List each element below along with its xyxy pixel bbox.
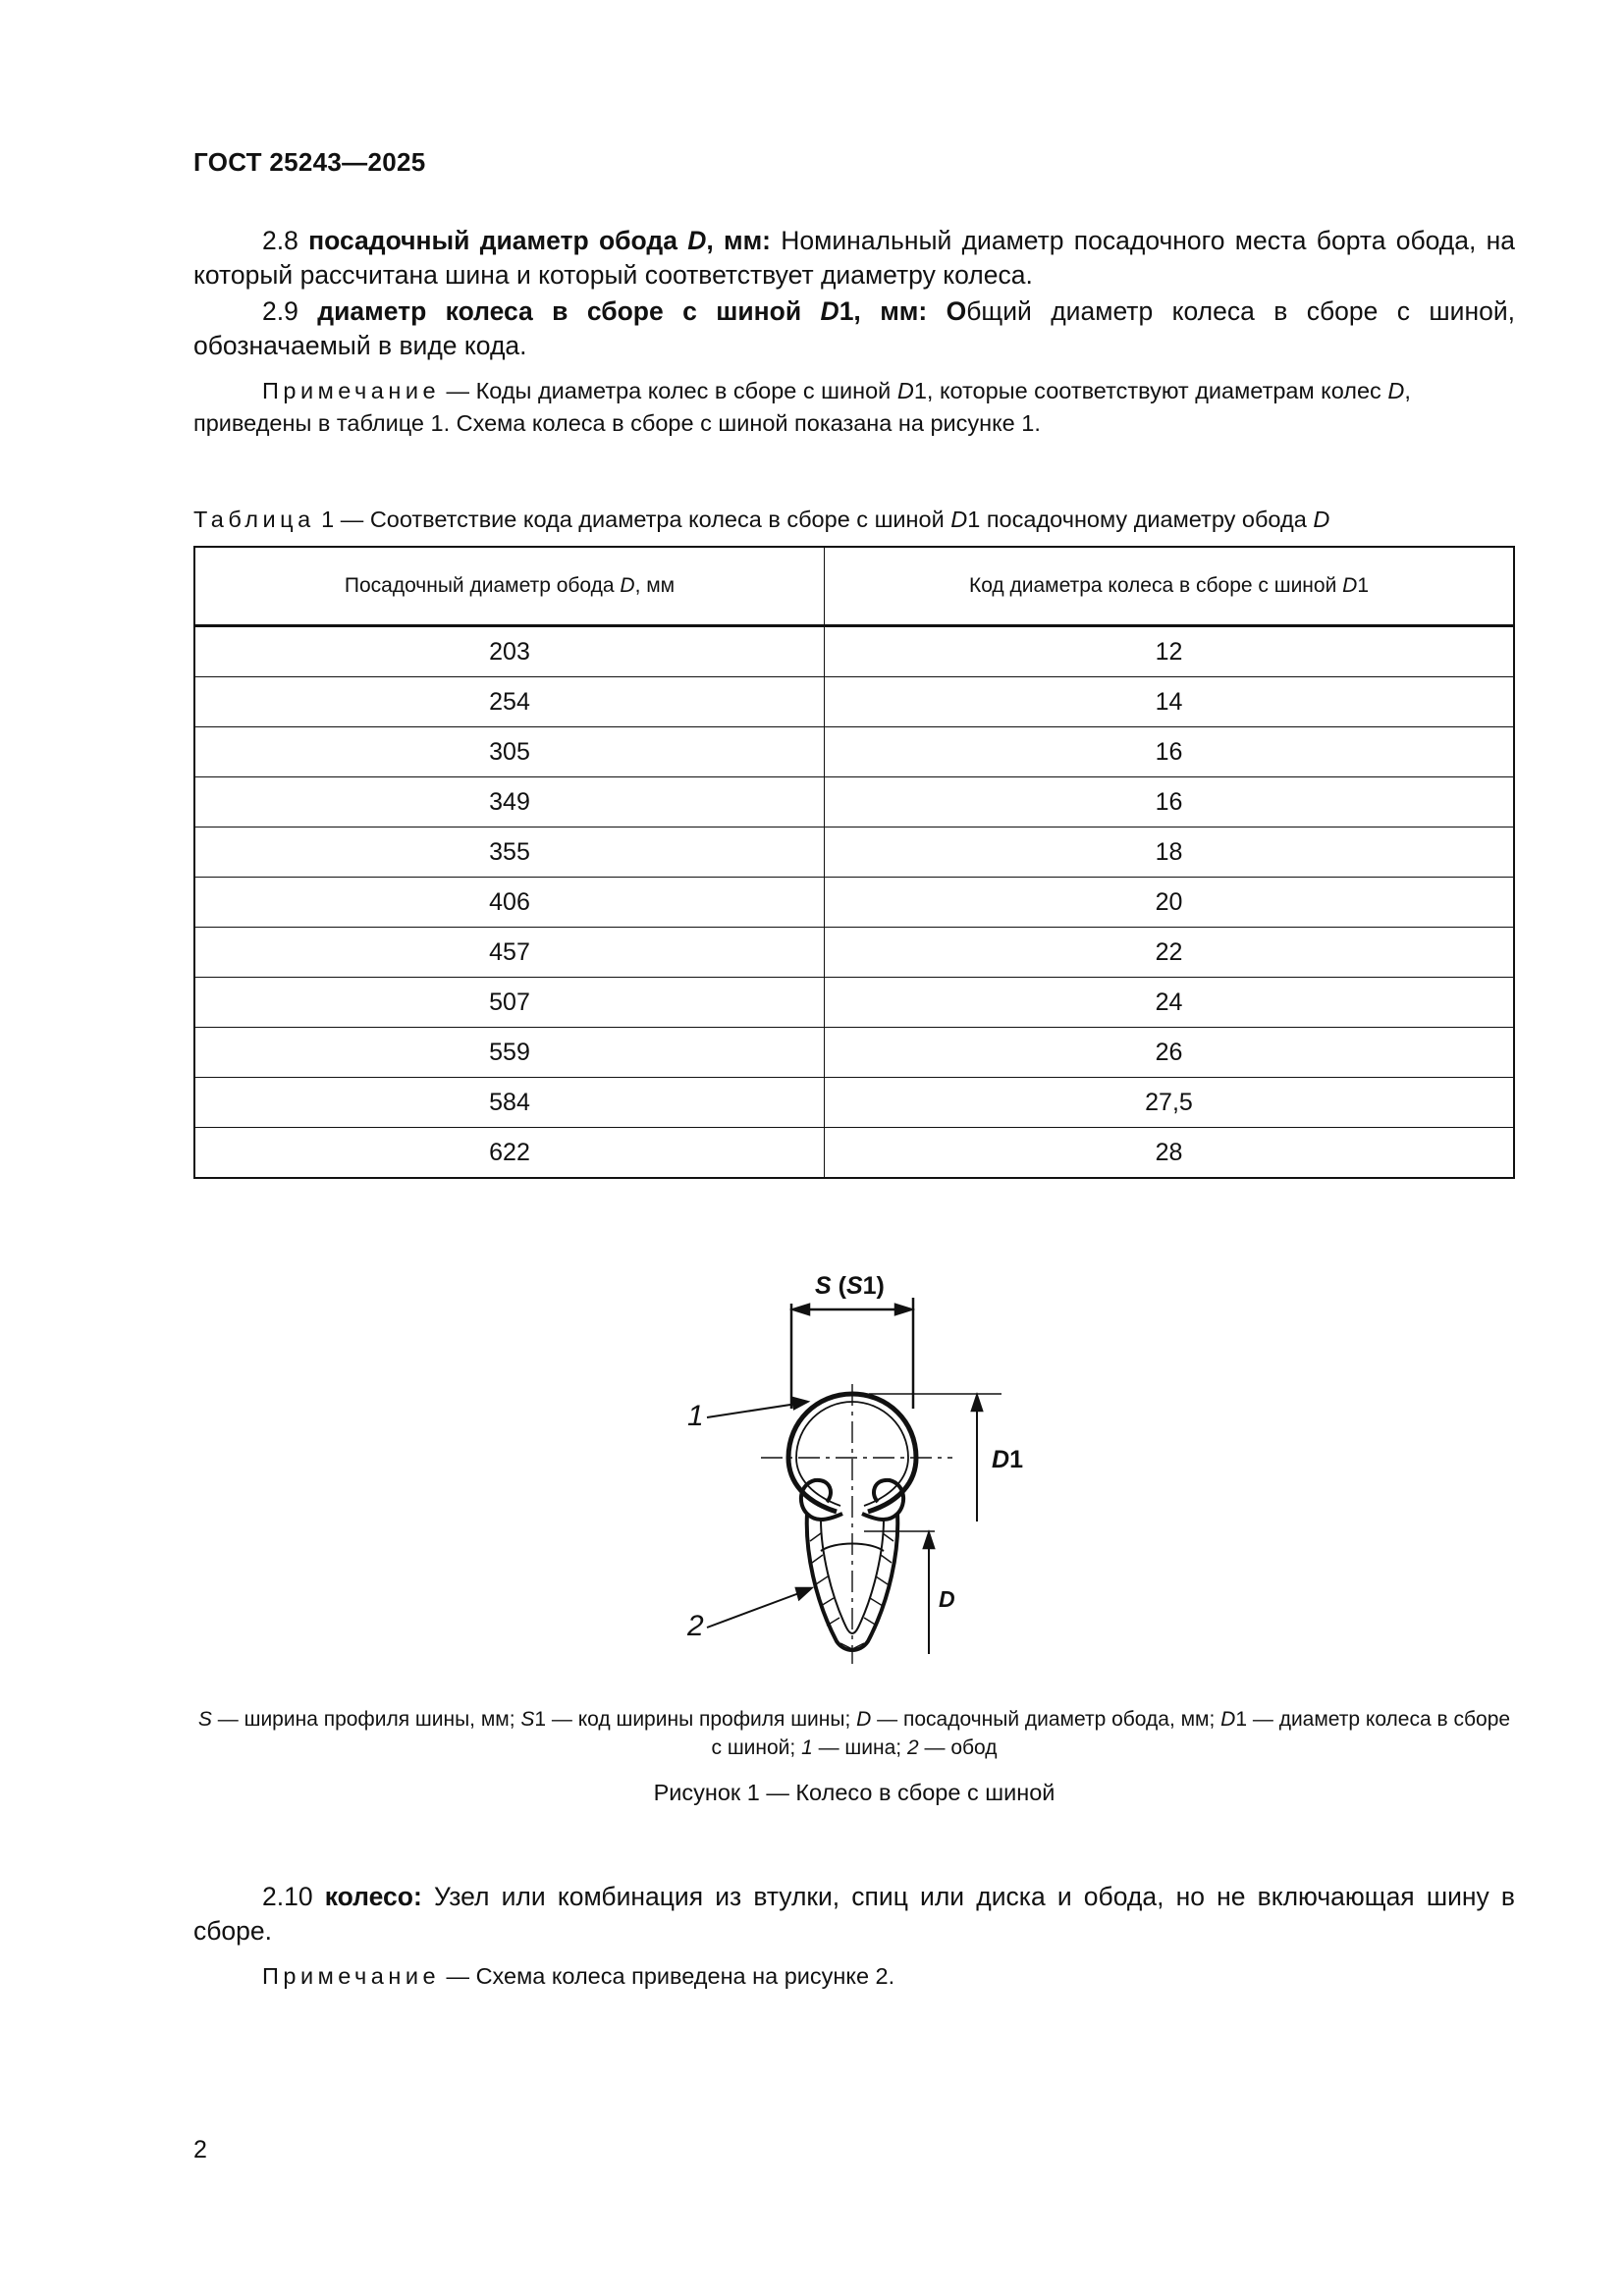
wheel-code-cell: 20	[825, 878, 1515, 928]
table-row	[194, 978, 1514, 1028]
wheel-code-cell: 24	[825, 978, 1515, 1028]
rim-diameter-cell: 305	[194, 727, 825, 777]
arrow-left	[793, 1305, 809, 1314]
callout-1-leader	[707, 1403, 803, 1417]
header-rim-diameter: Посадочный диаметр обода D, мм	[194, 547, 825, 626]
definition: Номинальный диаметр посадочного места борта обода, на который рассчитана шина и который соответствует диаметру колеса.	[193, 226, 1516, 290]
note-2: Примечание — Схема колеса приведена на рисунке 2.	[193, 1960, 1515, 1993]
term: колесо:	[324, 1882, 422, 1911]
rim-flange-left	[801, 1480, 842, 1520]
rim-flange-right	[862, 1480, 903, 1520]
rim-diameter-cell: 203	[194, 626, 825, 677]
rim-diameter-cell: 349	[194, 777, 825, 828]
rim-diameter-cell: 507	[194, 978, 825, 1028]
table-row	[194, 1078, 1514, 1128]
callout-2-leader	[707, 1590, 807, 1628]
arrow-right	[895, 1305, 911, 1314]
document-header: ГОСТ 25243—2025	[193, 147, 426, 177]
label-s: S (S1)	[815, 1272, 885, 1300]
rim-diameter-cell: 254	[194, 677, 825, 727]
rim-diameter-cell: 457	[194, 928, 825, 978]
clause-2-9	[193, 294, 1515, 363]
wheel-code-cell: 28	[825, 1128, 1515, 1179]
clause-number: 2.10	[262, 1882, 313, 1911]
tire-inner-outline	[796, 1402, 908, 1506]
diameter-table	[193, 546, 1515, 1179]
callout-2: 2	[687, 1610, 704, 1642]
table-row	[194, 1028, 1514, 1078]
table-row	[194, 727, 1514, 777]
table-caption: Таблица 1 — Соответствие кода диаметра колеса в сборе с шиной D1 посадочному диаметру обода D	[193, 507, 1330, 532]
figure-legend: S — ширина профиля шины, мм; S1 — код ширины профиля шины; D — посадочный диаметр обода, мм; D1 — диаметр колеса в сборе с шиной; 1 — шина; 2 — обод	[197, 1708, 1511, 1759]
table-header-row	[194, 547, 1514, 626]
page-number: 2	[193, 2136, 207, 2163]
note-label: Примечание	[262, 378, 441, 403]
wheel-code-cell: 27,5	[825, 1078, 1515, 1128]
callout-1: 1	[687, 1400, 704, 1432]
table-row	[194, 677, 1514, 727]
table-row	[194, 928, 1514, 978]
rim-diameter-cell: 406	[194, 878, 825, 928]
definition: бщий диаметр колеса в сборе с шиной, обозначаемый в виде кода.	[193, 296, 1515, 360]
d-arrow	[924, 1533, 934, 1548]
wheel-code-cell: 16	[825, 727, 1515, 777]
wheel-tire-diagram	[668, 1256, 1041, 1679]
clause-2-8	[193, 224, 1515, 293]
definition: Узел или комбинация из втулки, спиц или диска и обода, но не включающая шину в сборе.	[193, 1882, 1515, 1946]
table-row	[194, 828, 1514, 878]
callout-2-arrow	[796, 1588, 811, 1599]
label-d: D	[939, 1586, 955, 1612]
clause-number: 2.9	[262, 296, 298, 326]
note-label: Примечание	[262, 1963, 441, 1989]
note-1: Примечание — Коды диаметра колес в сборе с шиной D1, которые соответствуют диаметрам колес D, приведены в таблице 1. Схема колеса в сборе с шиной показана на рисунке 1.	[193, 378, 1411, 436]
rim-diameter-cell: 584	[194, 1078, 825, 1128]
rim-diameter-cell: 355	[194, 828, 825, 878]
clause-number: 2.8	[262, 226, 298, 255]
wheel-code-cell: 16	[825, 777, 1515, 828]
table-row	[194, 626, 1514, 677]
wheel-code-cell: 22	[825, 928, 1515, 978]
d1-arrow	[972, 1396, 982, 1411]
term: диаметр колеса в сборе с шиной D1, мм: О	[317, 296, 967, 326]
rim-diameter-cell: 622	[194, 1128, 825, 1179]
label-d1: D1	[992, 1446, 1023, 1473]
figure-caption: Рисунок 1 — Колесо в сборе с шиной	[653, 1780, 1056, 1805]
wheel-code-cell: 14	[825, 677, 1515, 727]
table-row	[194, 878, 1514, 928]
table-row	[194, 777, 1514, 828]
rim-diameter-cell: 559	[194, 1028, 825, 1078]
table-row	[194, 1128, 1514, 1179]
wheel-code-cell: 18	[825, 828, 1515, 878]
header-wheel-code: Код диаметра колеса в сборе с шиной D1	[825, 547, 1515, 626]
callout-1-arrow	[792, 1398, 807, 1409]
term: посадочный диаметр обода D, мм:	[308, 226, 772, 255]
wheel-code-cell: 12	[825, 626, 1515, 677]
wheel-code-cell: 26	[825, 1028, 1515, 1078]
clause-2-10	[193, 1880, 1515, 1949]
